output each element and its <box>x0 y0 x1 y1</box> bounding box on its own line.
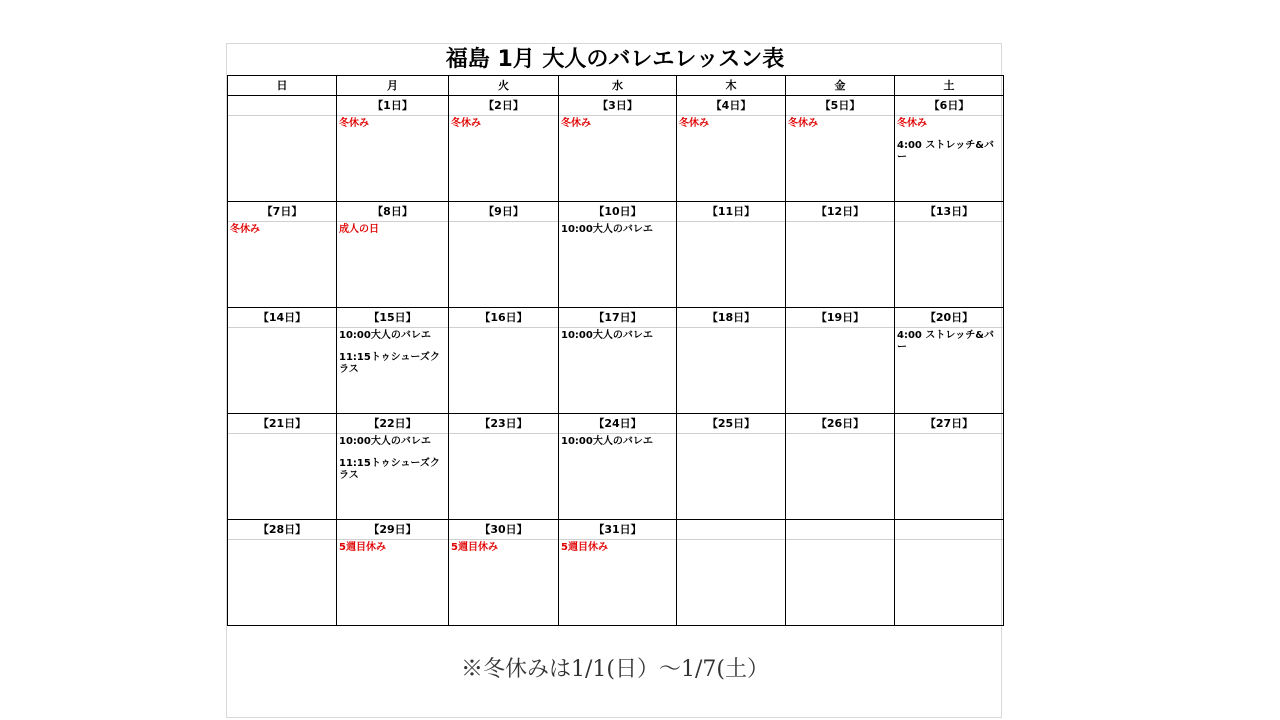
event-entry: 冬休み <box>788 118 818 129</box>
day-cell <box>337 96 449 202</box>
day-date-label: 【5日】 <box>786 96 894 116</box>
day-date-label: 【12日】 <box>786 202 894 222</box>
day-date-label: 【4日】 <box>677 96 785 116</box>
day-cell <box>449 308 559 414</box>
event-entry: 11:15トゥシューズクラス <box>339 458 440 481</box>
day-cell <box>449 520 559 626</box>
event-entry: 成人の日 <box>339 224 379 235</box>
day-date-label: 【6日】 <box>895 96 1003 116</box>
calendar-table <box>227 75 1004 626</box>
event-entry: 冬休み <box>339 118 369 129</box>
day-date-label: 【14日】 <box>228 308 336 328</box>
weekday-header: 月 <box>337 76 449 96</box>
event-entry: 冬休み <box>561 118 591 129</box>
day-cell <box>559 520 677 626</box>
day-date-label: 【17日】 <box>559 308 676 328</box>
day-cell <box>559 202 677 308</box>
day-date-label: 【24日】 <box>559 414 676 434</box>
day-cell <box>559 308 677 414</box>
day-cell <box>228 520 337 626</box>
day-cell <box>337 520 449 626</box>
event-entry: 11:15トゥシューズクラス <box>339 352 440 375</box>
event-entry: 冬休み <box>451 118 481 129</box>
day-date-label <box>895 520 1003 540</box>
day-cell <box>677 96 786 202</box>
day-cell <box>786 520 895 626</box>
event-entry: 10:00大人のバレエ <box>561 224 653 235</box>
page-title: 福島 1月 大人のバレエレッスン表 <box>445 47 785 72</box>
day-date-label: 【18日】 <box>677 308 785 328</box>
holiday-note: ※冬休みは1/1(日）～1/7(土） <box>461 657 769 682</box>
day-date-label: 【8日】 <box>337 202 448 222</box>
day-date-label: 【28日】 <box>228 520 336 540</box>
day-cell <box>449 414 559 520</box>
day-date-label: 【19日】 <box>786 308 894 328</box>
weekday-header: 土 <box>895 76 1004 96</box>
day-cell <box>677 308 786 414</box>
event-entry: 10:00大人のバレエ <box>339 436 431 447</box>
day-cell <box>786 96 895 202</box>
day-cell <box>895 202 1004 308</box>
week-row <box>228 414 1004 520</box>
day-cell <box>677 414 786 520</box>
day-date-label: 【26日】 <box>786 414 894 434</box>
day-cell <box>895 414 1004 520</box>
day-cell <box>786 308 895 414</box>
day-cell <box>337 308 449 414</box>
day-date-label: 【13日】 <box>895 202 1003 222</box>
day-date-label: 【21日】 <box>228 414 336 434</box>
event-entry: 4:00 ストレッチ&バー <box>897 140 994 163</box>
event-entry: 5週目休み <box>339 542 386 553</box>
day-date-label <box>677 520 785 540</box>
day-date-label: 【29日】 <box>337 520 448 540</box>
weekday-header: 木 <box>677 76 786 96</box>
event-entry: 10:00大人のバレエ <box>561 330 653 341</box>
day-cell <box>449 96 559 202</box>
day-cell <box>337 202 449 308</box>
day-cell <box>895 520 1004 626</box>
day-cell <box>677 520 786 626</box>
day-cell <box>786 414 895 520</box>
weekday-header: 日 <box>228 76 337 96</box>
weekday-header-row <box>228 76 1004 96</box>
day-cell <box>449 202 559 308</box>
day-date-label: 【30日】 <box>449 520 558 540</box>
event-entry: 冬休み <box>897 118 927 129</box>
weekday-header: 金 <box>786 76 895 96</box>
week-row <box>228 202 1004 308</box>
week-row <box>228 520 1004 626</box>
day-cell <box>786 202 895 308</box>
day-date-label: 【11日】 <box>677 202 785 222</box>
day-date-label: 【23日】 <box>449 414 558 434</box>
day-cell <box>228 202 337 308</box>
day-date-label: 【7日】 <box>228 202 336 222</box>
day-date-label: 【3日】 <box>559 96 676 116</box>
day-date-label <box>228 96 336 116</box>
day-cell <box>228 308 337 414</box>
weekday-header: 水 <box>559 76 677 96</box>
schedule-sheet <box>226 43 1002 718</box>
day-cell <box>677 202 786 308</box>
event-entry: 冬休み <box>230 224 260 235</box>
day-date-label: 【15日】 <box>337 308 448 328</box>
day-date-label <box>786 520 894 540</box>
week-row <box>228 308 1004 414</box>
day-date-label: 【25日】 <box>677 414 785 434</box>
day-cell <box>559 96 677 202</box>
day-date-label: 【2日】 <box>449 96 558 116</box>
event-entry: 10:00大人のバレエ <box>339 330 431 341</box>
day-date-label: 【16日】 <box>449 308 558 328</box>
day-cell <box>895 308 1004 414</box>
event-entry: 10:00大人のバレエ <box>561 436 653 447</box>
day-date-label: 【20日】 <box>895 308 1003 328</box>
event-entry: 5週目休み <box>561 542 608 553</box>
day-cell <box>228 414 337 520</box>
day-cell <box>337 414 449 520</box>
day-cell <box>559 414 677 520</box>
day-cell <box>895 96 1004 202</box>
day-date-label: 【9日】 <box>449 202 558 222</box>
day-date-label: 【10日】 <box>559 202 676 222</box>
event-entry: 5週目休み <box>451 542 498 553</box>
weekday-header: 火 <box>449 76 559 96</box>
day-date-label: 【22日】 <box>337 414 448 434</box>
week-row <box>228 96 1004 202</box>
day-cell <box>228 96 337 202</box>
event-entry: 4:00 ストレッチ&バー <box>897 330 994 353</box>
day-date-label: 【1日】 <box>337 96 448 116</box>
day-date-label: 【27日】 <box>895 414 1003 434</box>
event-entry: 冬休み <box>679 118 709 129</box>
day-date-label: 【31日】 <box>559 520 676 540</box>
